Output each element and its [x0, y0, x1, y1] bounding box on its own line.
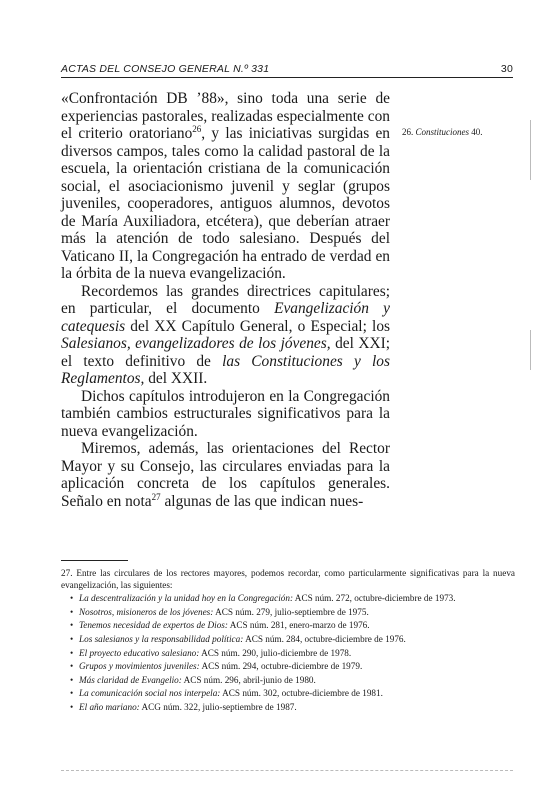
main-text: [61, 90, 390, 510]
paragraph-2-text-d: del XXII.: [144, 370, 208, 387]
doc-title-salesianos: Salesianos, evangelizadores de los jóvenes,: [61, 335, 331, 352]
list-item: [79, 661, 515, 673]
paragraph-1-text-a: «Confrontación DB ’88», sino toda una serie de experiencias pastorales, realizadas especialmente con el criterio oratoriano: [61, 90, 390, 142]
footnote-ref-27[interactable]: 27: [151, 491, 161, 502]
scan-edge-line: [530, 330, 531, 370]
side-note-number: 26.: [402, 127, 414, 137]
circular-ref: ACS núm. 279, julio-septiembre de 1975.: [213, 606, 369, 617]
running-header: [61, 61, 513, 78]
circular-title: Tenemos necesidad de expertos de Dios:: [79, 620, 228, 631]
circular-ref: ACS núm. 290, julio-diciembre de 1978.: [199, 647, 352, 658]
list-item: [79, 688, 515, 700]
circular-ref: ACS núm. 272, octubre-diciembre de 1973.: [293, 593, 456, 604]
page-number: 30: [500, 63, 513, 75]
paragraph-4-text-b: algunas de las que indican nues-: [160, 492, 364, 510]
circular-title: Grupos y movimientos juveniles:: [79, 661, 200, 672]
list-item: [79, 593, 515, 605]
footnote-27: [61, 568, 515, 716]
footnote-intro: 27. Entre las circulares de los rectores mayores, podemos recordar, como particularmente significativas para la nueva evangelización, las siguientes:: [61, 568, 515, 590]
doc-title-evangelizacion: Evangelización y catequesis: [61, 300, 390, 335]
circular-title: El proyecto educativo salesiano:: [79, 647, 200, 658]
paragraph-2: [61, 283, 390, 388]
scan-edge-marks: [61, 770, 513, 771]
circular-title: Más claridad de Evangelio:: [79, 674, 182, 685]
circular-title: La descentralización y la unidad hoy en la Congregación:: [79, 593, 294, 604]
paragraph-2-text-b: del XX Capítulo General, o Especial; los: [125, 317, 390, 335]
list-item: [79, 648, 515, 660]
side-note-title: Constituciones: [415, 127, 469, 137]
circular-title: Los salesianos y la responsabilidad política:: [79, 633, 244, 644]
doc-title-constituciones: las Constituciones y los Reglamentos,: [61, 352, 390, 387]
paragraph-2-text-c: del XXI; el texto definitivo de: [61, 335, 390, 370]
paragraph-2-text-a: Recordemos las grandes directrices capitulares; en particular, el documento: [61, 282, 390, 317]
paragraph-3: Dichos capítulos introdujeron en la Congregación también cambios estructurales significativos para la nueva evangelización.: [61, 387, 390, 440]
list-item: [79, 702, 515, 714]
circular-title: Nosotros, misioneros de los jóvenes:: [79, 606, 214, 617]
side-note-ref: 40.: [469, 127, 483, 137]
circular-ref: ACS núm. 284, octubre-diciembre de 1976.: [243, 633, 406, 644]
list-item: [79, 675, 515, 687]
circular-ref: ACS núm. 296, abril-junio de 1980.: [181, 674, 316, 685]
circulars-list: [61, 593, 515, 713]
paragraph-1: [61, 90, 390, 283]
paragraph-4: [61, 440, 390, 510]
circular-ref: ACS núm. 281, enero-marzo de 1976.: [227, 620, 370, 631]
paragraph-1-text-b: , y las iniciativas surgidas en diversos campos, tales como la calidad pastoral de la escuela, la orientación cristiana de la comunicación social, el asociacionismo juvenil y seglar (grupos juveniles, cooperadores, antiguos alumnos, devotos de María Auxiliadora, etcétera), que deberían atraer más la atención de todo salesiano. Después del Vaticano II, la Congregación ha entrado de verdad en la órbita de la nueva evangelización.: [61, 125, 390, 282]
circular-ref: ACG núm. 322, julio-septiembre de 1987.: [139, 701, 297, 712]
paragraph-4-text-a: Miremos, además, las orientaciones del Rector Mayor y su Consejo, las circulares enviadas para la aplicación concreta de los capítulos generales. Señalo en nota: [61, 440, 390, 510]
circular-title: La comunicación social nos interpela:: [79, 688, 221, 699]
list-item: [79, 634, 515, 646]
circular-ref: ACS núm. 294, octubre-diciembre de 1979.: [199, 661, 363, 672]
footnote-divider: [61, 560, 128, 561]
side-note-26: [402, 127, 483, 138]
footnote-ref-26[interactable]: 26: [192, 124, 202, 134]
scan-edge-line: [530, 120, 531, 180]
circular-ref: ACS núm. 302, octubre-diciembre de 1981.: [220, 688, 383, 699]
circular-title: El año mariano:: [79, 701, 140, 712]
journal-title: ACTAS DEL CONSEJO GENERAL N.º 331: [61, 63, 270, 75]
list-item: [79, 620, 515, 632]
list-item: [79, 607, 515, 619]
